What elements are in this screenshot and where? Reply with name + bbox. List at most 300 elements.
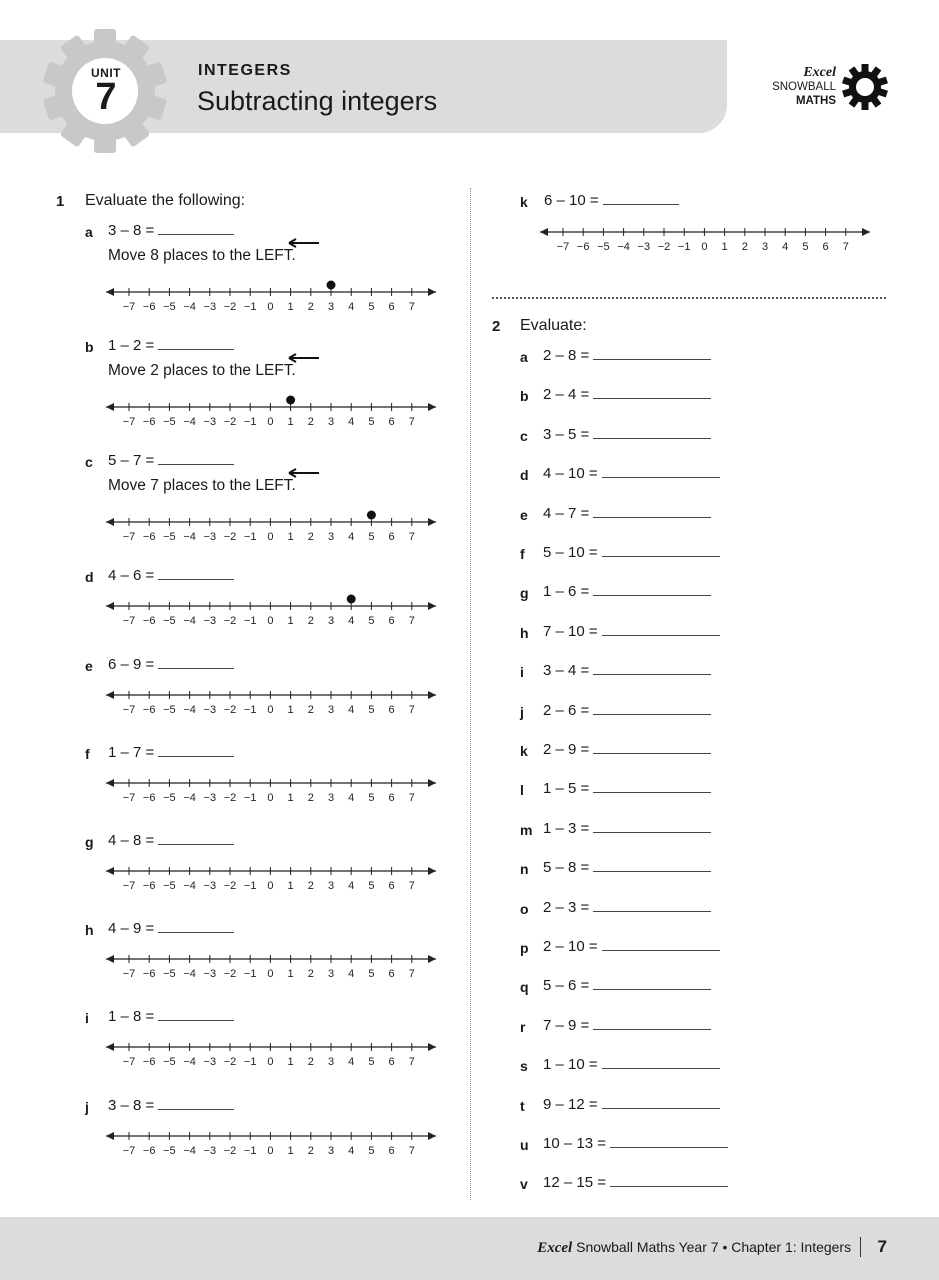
start-point-dot [367,511,376,520]
answer-blank[interactable] [158,452,234,465]
tick-label: 6 [388,880,395,892]
expression-text: 2 – 6 = [543,702,590,719]
column-divider [470,188,471,1200]
tick-label: 1 [287,704,294,716]
answer-blank[interactable] [603,192,679,205]
expression-text: 1 – 2 = [108,337,155,354]
item-expression [543,1135,728,1152]
footer-separator [860,1237,861,1257]
tick-label: −6 [142,615,156,627]
item-letter: e [85,658,93,674]
tick-label: −3 [203,880,217,892]
tick-label: −7 [122,615,136,627]
answer-blank[interactable] [602,465,720,478]
item-letter: m [520,822,533,838]
tick-label: 7 [408,615,415,627]
answer-blank[interactable] [158,567,234,580]
answer-blank[interactable] [602,938,720,951]
expression-text: 12 – 15 = [543,1174,606,1191]
tick-label: 6 [822,241,829,253]
number-line [104,282,438,318]
expression-text: 2 – 3 = [543,899,590,916]
tick-label: −6 [142,416,156,428]
tick-label: −5 [163,792,176,804]
left-arrowhead [540,228,548,236]
unit-label: UNIT [91,66,121,80]
item-letter: n [520,861,529,877]
tick-label: −5 [163,1056,176,1068]
tick-label: 0 [267,531,274,543]
expression-text: 1 – 6 = [543,583,590,600]
left-arrowhead [106,518,114,526]
answer-blank[interactable] [158,656,234,669]
tick-label: −3 [203,301,217,313]
item-letter: b [85,339,94,355]
tick-label: −3 [637,241,651,253]
tick-label: 4 [348,880,355,892]
answer-blank[interactable] [610,1174,728,1187]
tick-label: −2 [223,880,237,892]
expression-text: 1 – 5 = [543,780,590,797]
tick-label: 7 [408,880,415,892]
left-arrowhead [106,955,114,963]
item-letter: c [520,428,528,444]
expression-text: 1 – 10 = [543,1056,598,1073]
tick-label: 6 [388,968,395,980]
tick-label: −3 [203,792,217,804]
tick-label: −4 [183,880,196,892]
expression-text: 2 – 8 = [543,347,590,364]
item-expression [543,347,711,364]
tick-label: −6 [142,880,156,892]
answer-blank[interactable] [593,1017,711,1030]
tick-label: 5 [368,704,375,716]
left-arrowhead [106,288,114,296]
tick-label: 3 [327,1056,335,1068]
answer-blank[interactable] [602,1056,720,1069]
tick-label: 3 [761,241,769,253]
instruction-text: Move 2 places to the LEFT. [108,362,296,379]
number-line [104,596,438,632]
page-number: 7 [877,1237,887,1256]
item-letter: f [520,546,525,562]
item-letter: j [85,1099,89,1115]
right-arrowhead [428,403,436,411]
tick-label: 1 [287,1056,294,1068]
tick-label: 3 [327,416,335,428]
tick-label: 2 [307,531,314,543]
brand-maths: MATHS [795,95,836,107]
item-expression [543,899,711,916]
tick-label: 3 [327,704,335,716]
tick-label: −3 [203,1056,217,1068]
answer-blank[interactable] [602,1096,720,1109]
section-divider [492,297,886,299]
item-letter: a [520,349,528,365]
tick-label: −1 [243,792,257,804]
tick-label: 1 [721,241,728,253]
tick-label: 4 [782,241,789,253]
item-letter: d [520,467,529,483]
expression-text: 1 – 8 = [108,1008,155,1025]
tick-label: −7 [122,1056,136,1068]
tick-label: 5 [368,1056,375,1068]
expression-text: 4 – 9 = [108,920,155,937]
item-letter: p [520,940,529,956]
tick-label: 2 [307,1145,314,1157]
answer-blank[interactable] [593,977,711,990]
expression-text: 3 – 8 = [108,222,155,239]
left-arrowhead [106,1043,114,1051]
tick-label: 2 [307,968,314,980]
tick-label: −7 [122,1145,136,1157]
answer-blank[interactable] [158,832,234,845]
tick-label: 5 [368,615,375,627]
tick-label: −6 [142,968,156,980]
right-arrowhead [428,955,436,963]
tick-label: 0 [267,880,274,892]
tick-label: 6 [388,416,395,428]
tick-label: 6 [388,704,395,716]
right-arrowhead [428,691,436,699]
tick-label: −1 [243,531,257,543]
tick-label: −5 [163,1145,176,1157]
tick-label: −1 [243,880,257,892]
expression-text: 1 – 7 = [108,744,155,761]
tick-label: 3 [327,301,335,313]
tick-label: −6 [142,792,156,804]
expression-text: 2 – 10 = [543,938,598,955]
item-letter: f [85,746,90,762]
tick-label: −2 [223,1145,237,1157]
tick-label: −3 [203,968,217,980]
answer-blank[interactable] [593,662,711,675]
answer-blank[interactable] [593,426,711,439]
tick-label: 6 [388,1145,395,1157]
tick-label: 5 [368,531,375,543]
tick-label: −3 [203,1145,217,1157]
item-expression [108,222,234,239]
tick-label: −3 [203,615,217,627]
tick-label: −7 [122,968,136,980]
tick-label: −6 [142,531,156,543]
tick-label: −7 [122,301,136,313]
item-expression [108,1008,234,1025]
expression-text: 4 – 10 = [543,465,598,482]
left-arrowhead [106,403,114,411]
item-letter: l [520,782,524,798]
left-arrowhead [106,1132,114,1140]
tick-label: −4 [183,968,196,980]
expression-text: 4 – 6 = [108,567,155,584]
item-expression [543,859,711,876]
item-letter: t [520,1098,525,1114]
tick-label: 4 [348,1056,355,1068]
item-expression [108,832,234,849]
answer-blank[interactable] [158,1008,234,1021]
question-2-number: 2 [492,318,501,335]
item-expression [108,567,234,584]
item-letter: o [520,901,529,917]
tick-label: 2 [307,880,314,892]
tick-label: −5 [163,968,176,980]
tick-label: 2 [307,792,314,804]
tick-label: −1 [243,1056,257,1068]
answer-blank[interactable] [593,386,711,399]
tick-label: −6 [576,241,590,253]
item-expression [543,1096,720,1113]
tick-label: 2 [307,704,314,716]
tick-label: −4 [183,615,196,627]
item-letter: q [520,979,529,995]
item-expression [543,662,711,679]
number-line [104,949,438,985]
answer-blank[interactable] [593,820,711,833]
item-letter: i [520,664,524,680]
item-expression [543,1056,720,1073]
tick-label: −6 [142,1056,156,1068]
tick-label: −2 [223,1056,237,1068]
item-expression [543,505,711,522]
tick-label: 1 [287,531,294,543]
left-arrowhead [106,867,114,875]
tick-label: 3 [327,968,335,980]
expression-text: 7 – 10 = [543,623,598,640]
tick-label: 0 [267,704,274,716]
item-letter: u [520,1137,529,1153]
item-expression [543,780,711,797]
tick-label: 7 [408,416,415,428]
tick-label: 2 [741,241,748,253]
question-2-heading: Evaluate: [520,317,587,334]
tick-label: 2 [307,416,314,428]
footer-book: Snowball Maths Year 7 [576,1239,719,1255]
tick-label: −3 [203,704,217,716]
tick-label: −5 [163,531,176,543]
instruction-text: Move 7 places to the LEFT. [108,477,296,494]
item-expression [108,744,234,761]
answer-blank[interactable] [593,505,711,518]
page-title: Subtracting integers [197,86,438,116]
number-line [104,1037,438,1073]
expression-text: 2 – 9 = [543,741,590,758]
answer-blank[interactable] [593,583,711,596]
tick-label: −5 [597,241,610,253]
number-line [104,512,438,548]
tick-label: −1 [243,968,257,980]
tick-label: −7 [122,416,136,428]
footer-bullet: • [722,1239,728,1255]
item-expression [543,702,711,719]
right-arrowhead [428,518,436,526]
tick-label: −2 [223,531,237,543]
tick-label: −7 [556,241,570,253]
tick-label: 5 [368,792,375,804]
tick-label: −7 [122,880,136,892]
tick-label: 6 [388,615,395,627]
tick-label: −4 [183,1056,196,1068]
item-letter: a [85,224,93,240]
answer-blank[interactable] [158,1097,234,1110]
tick-label: 1 [287,416,294,428]
tick-label: −2 [223,968,237,980]
question-1-heading: Evaluate the following: [85,192,246,209]
tick-label: 4 [348,704,355,716]
tick-label: 4 [348,615,355,627]
item-expression [543,386,711,403]
footer-brand: Excel [537,1240,573,1256]
tick-label: −4 [183,531,196,543]
tick-label: −4 [183,416,196,428]
start-point-dot [347,595,356,604]
item-expression [543,544,720,561]
tick-label: 7 [408,531,415,543]
tick-label: 6 [388,792,395,804]
number-line [104,1126,438,1162]
instruction-text: Move 8 places to the LEFT. [108,247,296,264]
tick-label: 7 [408,968,415,980]
answer-blank[interactable] [158,744,234,757]
brand-gear-icon [840,62,890,112]
tick-label: 3 [327,615,335,627]
tick-label: 0 [267,1145,274,1157]
tick-label: 3 [327,531,335,543]
right-arrowhead [428,602,436,610]
expression-text: 5 – 6 = [543,977,590,994]
right-arrowhead [428,867,436,875]
answer-blank[interactable] [593,859,711,872]
answer-blank[interactable] [593,741,711,754]
answer-blank[interactable] [593,347,711,360]
footer-chapter: Chapter 1: Integers [731,1239,852,1255]
tick-label: 5 [368,880,375,892]
tick-label: 0 [267,416,274,428]
answer-blank[interactable] [593,702,711,715]
tick-label: 4 [348,792,355,804]
item-letter: g [520,585,529,601]
tick-label: 1 [287,615,294,627]
answer-blank[interactable] [158,337,234,350]
answer-blank[interactable] [158,222,234,235]
expression-text: 5 – 10 = [543,544,598,561]
item-expression [544,192,679,209]
tick-label: −3 [203,416,217,428]
left-arrowhead [106,602,114,610]
item-letter: k [520,743,528,759]
item-letter: h [85,922,94,938]
answer-blank[interactable] [602,544,720,557]
answer-blank[interactable] [593,780,711,793]
tick-label: −4 [183,301,196,313]
item-expression [108,1097,234,1114]
answer-blank[interactable] [593,899,711,912]
item-letter: b [520,388,529,404]
item-letter: j [520,704,524,720]
expression-text: 2 – 4 = [543,386,590,403]
tick-label: 6 [388,531,395,543]
tick-label: 3 [327,1145,335,1157]
answer-blank[interactable] [158,920,234,933]
left-arrowhead [106,691,114,699]
expression-text: 9 – 12 = [543,1096,598,1113]
number-line [104,773,438,809]
tick-label: 6 [388,1056,395,1068]
tick-label: −4 [183,792,196,804]
tick-label: 1 [287,792,294,804]
expression-text: 4 – 7 = [543,505,590,522]
tick-label: −5 [163,704,176,716]
item-expression [543,426,711,443]
item-letter: i [85,1010,89,1026]
tick-label: −1 [677,241,691,253]
tick-label: −5 [163,615,176,627]
topic-heading: INTEGERS [198,62,292,79]
tick-label: −5 [163,301,176,313]
left-arrowhead [106,779,114,787]
question-1-number: 1 [56,193,65,210]
tick-label: 4 [348,968,355,980]
expression-text: 5 – 7 = [108,452,155,469]
item-expression [543,465,720,482]
item-letter: r [520,1019,526,1035]
tick-label: 7 [408,301,415,313]
item-expression [108,452,234,469]
tick-label: −4 [617,241,630,253]
answer-blank[interactable] [610,1135,728,1148]
tick-label: −1 [243,615,257,627]
footer-text [537,1239,881,1257]
answer-blank[interactable] [602,623,720,636]
right-arrowhead [428,779,436,787]
item-expression [543,938,720,955]
brand-excel: Excel [803,65,836,80]
left-arrow-icon [287,353,321,363]
expression-text: 3 – 5 = [543,426,590,443]
right-arrowhead [862,228,870,236]
start-point-dot [327,281,336,290]
item-expression [543,1017,711,1034]
tick-label: −2 [223,301,237,313]
tick-label: −1 [243,1145,257,1157]
number-line [104,685,438,721]
tick-label: 1 [287,968,294,980]
item-letter: s [520,1058,528,1074]
expression-text: 7 – 9 = [543,1017,590,1034]
tick-label: −5 [163,880,176,892]
number-line [104,861,438,897]
tick-label: 2 [307,615,314,627]
number-line [104,397,438,433]
tick-label: −7 [122,704,136,716]
tick-label: −6 [142,1145,156,1157]
tick-label: −6 [142,301,156,313]
tick-label: 7 [408,792,415,804]
right-arrowhead [428,288,436,296]
item-letter: k [520,194,528,210]
tick-label: 4 [348,1145,355,1157]
left-arrow-icon [287,468,321,478]
tick-label: 6 [388,301,395,313]
brand-snowball: SNOWBALL [772,81,836,93]
expression-text: 4 – 8 = [108,832,155,849]
tick-label: 4 [348,531,355,543]
item-letter: c [85,454,93,470]
tick-label: 7 [408,1056,415,1068]
right-arrowhead [428,1132,436,1140]
tick-label: 4 [348,416,355,428]
tick-label: 0 [267,301,274,313]
item-expression [108,656,234,673]
